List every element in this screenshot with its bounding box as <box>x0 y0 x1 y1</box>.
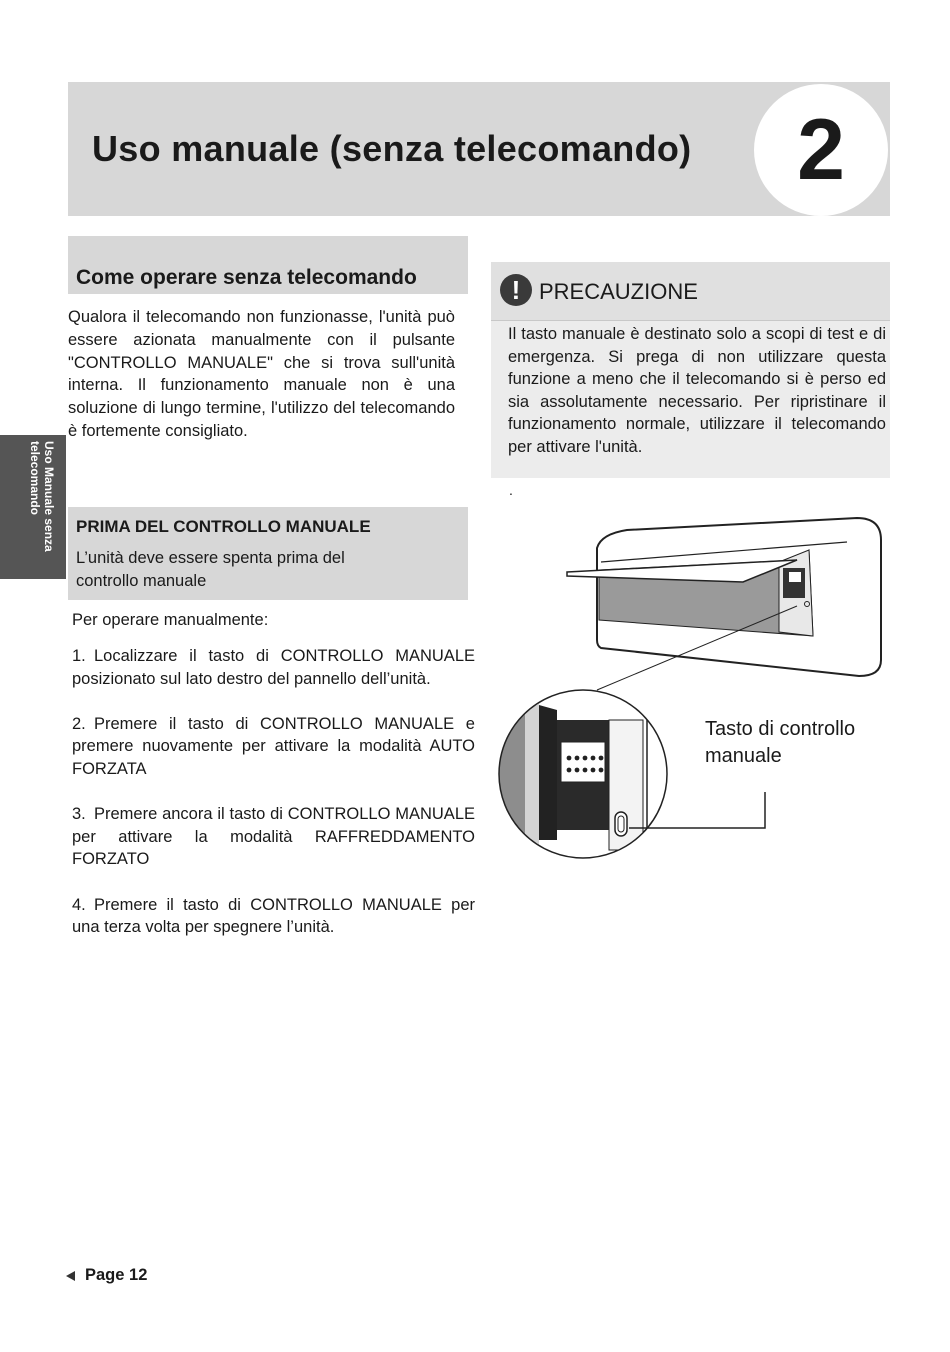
chapter-number: 2 <box>754 84 888 216</box>
page-number: Page 12 <box>85 1266 148 1284</box>
caution-box <box>491 262 890 478</box>
step-text: Premere il tasto di CONTROLLO MANUALE per una terza volta per spegnere l’unità. <box>72 895 475 937</box>
manual-button-callout <box>705 716 855 770</box>
footer <box>66 1266 147 1285</box>
before-manual-title: PRIMA DEL CONTROLLO MANUALE <box>76 517 371 536</box>
step-item <box>72 803 475 871</box>
exclamation-icon: ! <box>500 274 532 306</box>
intro-paragraph: Qualora il telecomando non funzionasse, l'unità può essere azionata manualmente con il pulsante "CONTROLLO MANUALE" che si trova sull'unità interna. Il funzionamento manuale non è una soluzione di lungo termine, l'utilizzo del telecomando è fortemente consigliato. <box>68 308 455 440</box>
side-tab-label: Uso Manuale senza telecomando <box>28 441 56 552</box>
before-manual-box <box>68 507 468 600</box>
steps-intro: Per operare manualmente: <box>72 611 269 629</box>
step-text: Localizzare il tasto di CONTROLLO MANUALE posizionato sul lato destro del pannello dell’unità. <box>72 647 475 688</box>
section-heading: Come operare senza telecomando <box>76 266 417 289</box>
callout-line: manuale <box>705 745 782 767</box>
step-text: Premere il tasto di CONTROLLO MANUALE e premere nuovamente per attivare la modalità AUTO FORZATA <box>72 714 475 778</box>
section-heading-box <box>68 236 468 294</box>
step-number: 1. <box>72 647 86 665</box>
indoor-unit-illustration <box>497 510 890 870</box>
triangle-left-icon <box>66 1271 75 1281</box>
step-number: 2. <box>72 714 86 733</box>
steps-list <box>72 645 475 961</box>
step-text: Premere ancora il tasto di CONTROLLO MANUALE per attivare la modalità RAFFREDDAMENTO FORZATO <box>72 805 475 869</box>
step-number: 3. <box>72 805 86 824</box>
before-manual-text: L’unità deve essere spenta prima del controllo manuale <box>76 549 345 590</box>
callout-line: Tasto di controllo <box>705 718 856 740</box>
side-tab <box>0 435 66 579</box>
caution-header <box>491 262 890 321</box>
step-item <box>72 645 475 690</box>
step-number: 4. <box>72 895 86 914</box>
page-title: Uso manuale (senza telecomando) <box>92 128 692 169</box>
caution-text: Il tasto manuale è destinato solo a scopi di test e di emergenza. Si prega di non utilizzare questa funzione a meno che il telecomando si è perso ed sia assolutamente necessario. Per ripristinare il funzionamento normale, utilizzare il telecomando per attivare l'unità. <box>508 325 886 456</box>
step-item <box>72 713 475 781</box>
step-item <box>72 894 475 939</box>
caution-trailing-dot: . <box>509 482 513 498</box>
caution-title: PRECAUZIONE <box>539 279 698 304</box>
